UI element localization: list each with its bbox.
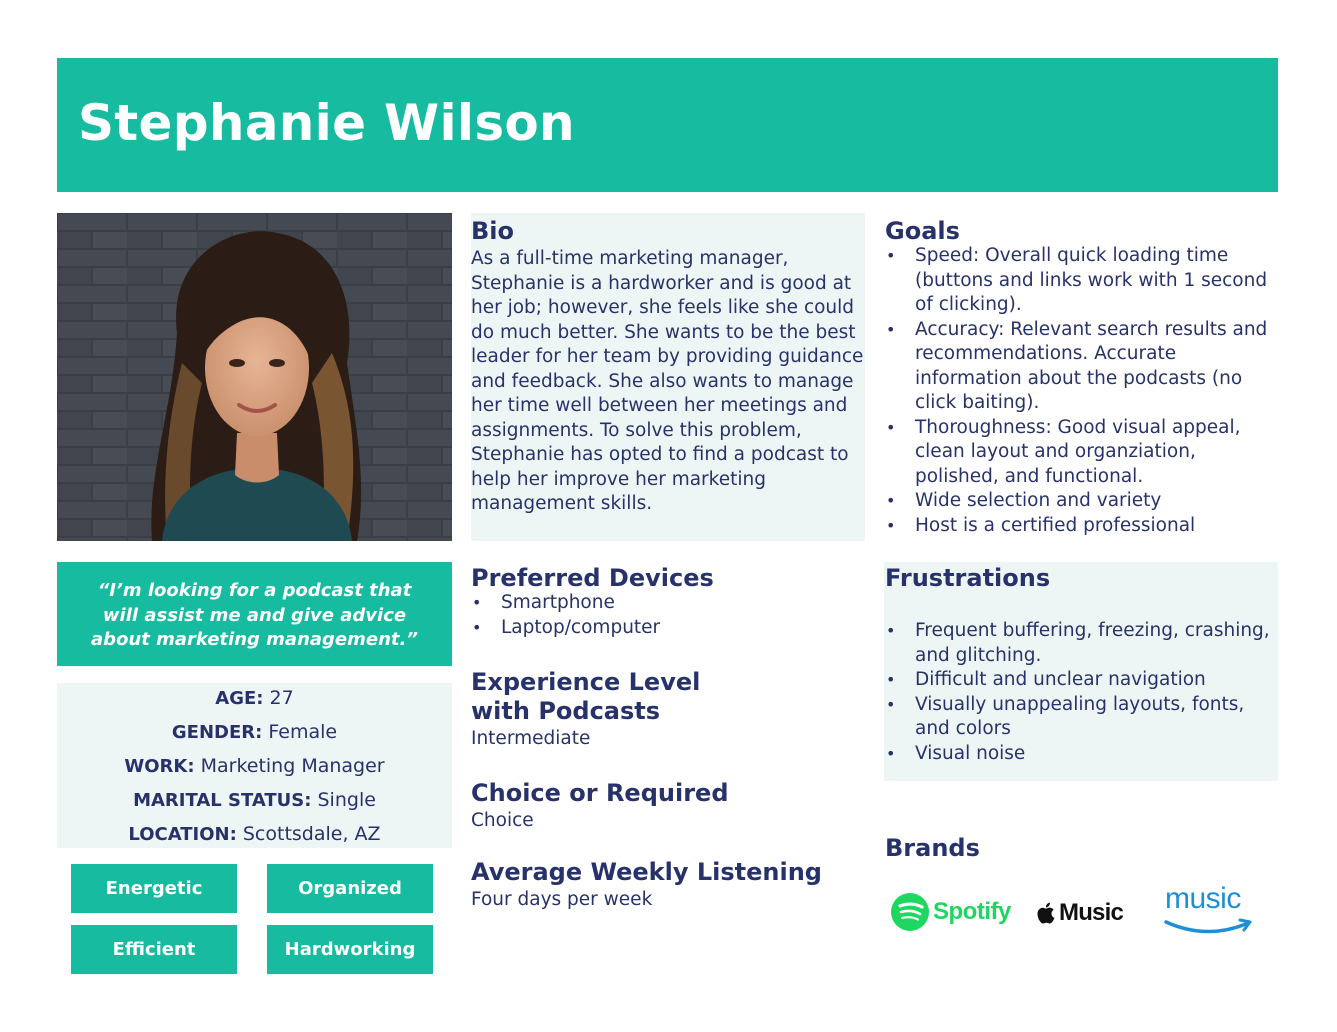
spotify-wordmark: Spotify bbox=[933, 898, 1011, 925]
frustrations-list bbox=[885, 619, 1275, 766]
info-row-marital-status: MARITAL STATUS: Single bbox=[133, 789, 376, 811]
list-item: • Frequent buffering, freezing, crashing, and glitching. bbox=[885, 619, 1275, 668]
spotify-icon bbox=[891, 893, 929, 931]
portrait-image bbox=[57, 213, 452, 541]
list-item: • Difficult and unclear navigation bbox=[885, 668, 1275, 693]
listening-section bbox=[471, 857, 865, 913]
apple-icon bbox=[1037, 901, 1057, 925]
devices-list bbox=[471, 591, 865, 640]
goals-list bbox=[885, 244, 1278, 538]
amazon-music-logo bbox=[1164, 882, 1254, 940]
list-item: • Visual noise bbox=[885, 742, 1275, 767]
list-item: • Thoroughness: Good visual appeal, clean layout and organziation, polished, and functional. bbox=[885, 416, 1278, 490]
amazon-music-wordmark: music bbox=[1165, 882, 1241, 915]
info-row-location: LOCATION: Scottsdale, AZ bbox=[128, 823, 381, 845]
bio-panel bbox=[471, 213, 865, 541]
trait-tag: Hardworking bbox=[267, 925, 433, 974]
frustrations-title: Frustrations bbox=[885, 564, 1051, 592]
list-item: • Accuracy: Relevant search results and recommendations. Accurate information about the podcasts (no click baiting). bbox=[885, 318, 1278, 416]
persona-quote: “I’m looking for a podcast that will assist me and give advice about marketing management.” bbox=[57, 562, 452, 666]
list-item: • Host is a certified professional bbox=[885, 514, 1278, 539]
bio-title: Bio bbox=[471, 217, 515, 245]
list-item: • Speed: Overall quick loading time (buttons and links work with 1 second of clicking). bbox=[885, 244, 1278, 318]
demographics-panel bbox=[57, 683, 452, 848]
list-item: • Smartphone bbox=[471, 591, 865, 616]
trait-tag: Organized bbox=[267, 864, 433, 913]
experience-value: Intermediate bbox=[471, 728, 591, 749]
info-row-work: WORK: Marketing Manager bbox=[124, 755, 385, 777]
listening-value: Four days per week bbox=[471, 889, 653, 910]
goals-title: Goals bbox=[885, 217, 960, 245]
apple-music-logo bbox=[1037, 896, 1137, 930]
experience-section bbox=[471, 667, 865, 752]
amazon-smile-icon bbox=[1164, 916, 1254, 938]
spotify-logo bbox=[891, 892, 1021, 932]
apple-music-wordmark: Music bbox=[1059, 899, 1124, 926]
listening-title: Average Weekly Listening bbox=[471, 858, 822, 886]
choice-title: Choice or Required bbox=[471, 779, 729, 807]
choice-value: Choice bbox=[471, 810, 534, 831]
trait-tag: Energetic bbox=[71, 864, 237, 913]
devices-title: Preferred Devices bbox=[471, 564, 714, 592]
list-item: • Visually unappealing layouts, fonts, and colors bbox=[885, 693, 1275, 742]
bio-text: As a full-time marketing manager, Stephanie is a hardworker and is good at her job; however, she feels like she could do much better. She wants to be the best leader for her team by providing guidance and feedback. She also wants to manage her time well between her meetings and assignments. To solve this problem, Stephanie has opted to find a podcast to help her improve her marketing management skills. bbox=[471, 248, 864, 514]
devices-section bbox=[471, 562, 865, 640]
frustrations-panel bbox=[884, 562, 1278, 781]
trait-tag: Efficient bbox=[71, 925, 237, 974]
persona-name: Stephanie Wilson bbox=[78, 94, 575, 152]
choice-section bbox=[471, 778, 865, 834]
brands-title: Brands bbox=[885, 834, 980, 862]
header-banner bbox=[57, 58, 1278, 192]
info-row-gender: GENDER: Female bbox=[171, 721, 338, 743]
goals-section bbox=[885, 213, 1278, 538]
list-item: • Laptop/computer bbox=[471, 616, 865, 641]
persona-photo bbox=[57, 213, 452, 541]
experience-title-line1: Experience Level bbox=[471, 668, 701, 696]
info-row-age: AGE: 27 bbox=[215, 687, 294, 709]
list-item: • Wide selection and variety bbox=[885, 489, 1278, 514]
experience-title-line2: with Podcasts bbox=[471, 697, 661, 725]
